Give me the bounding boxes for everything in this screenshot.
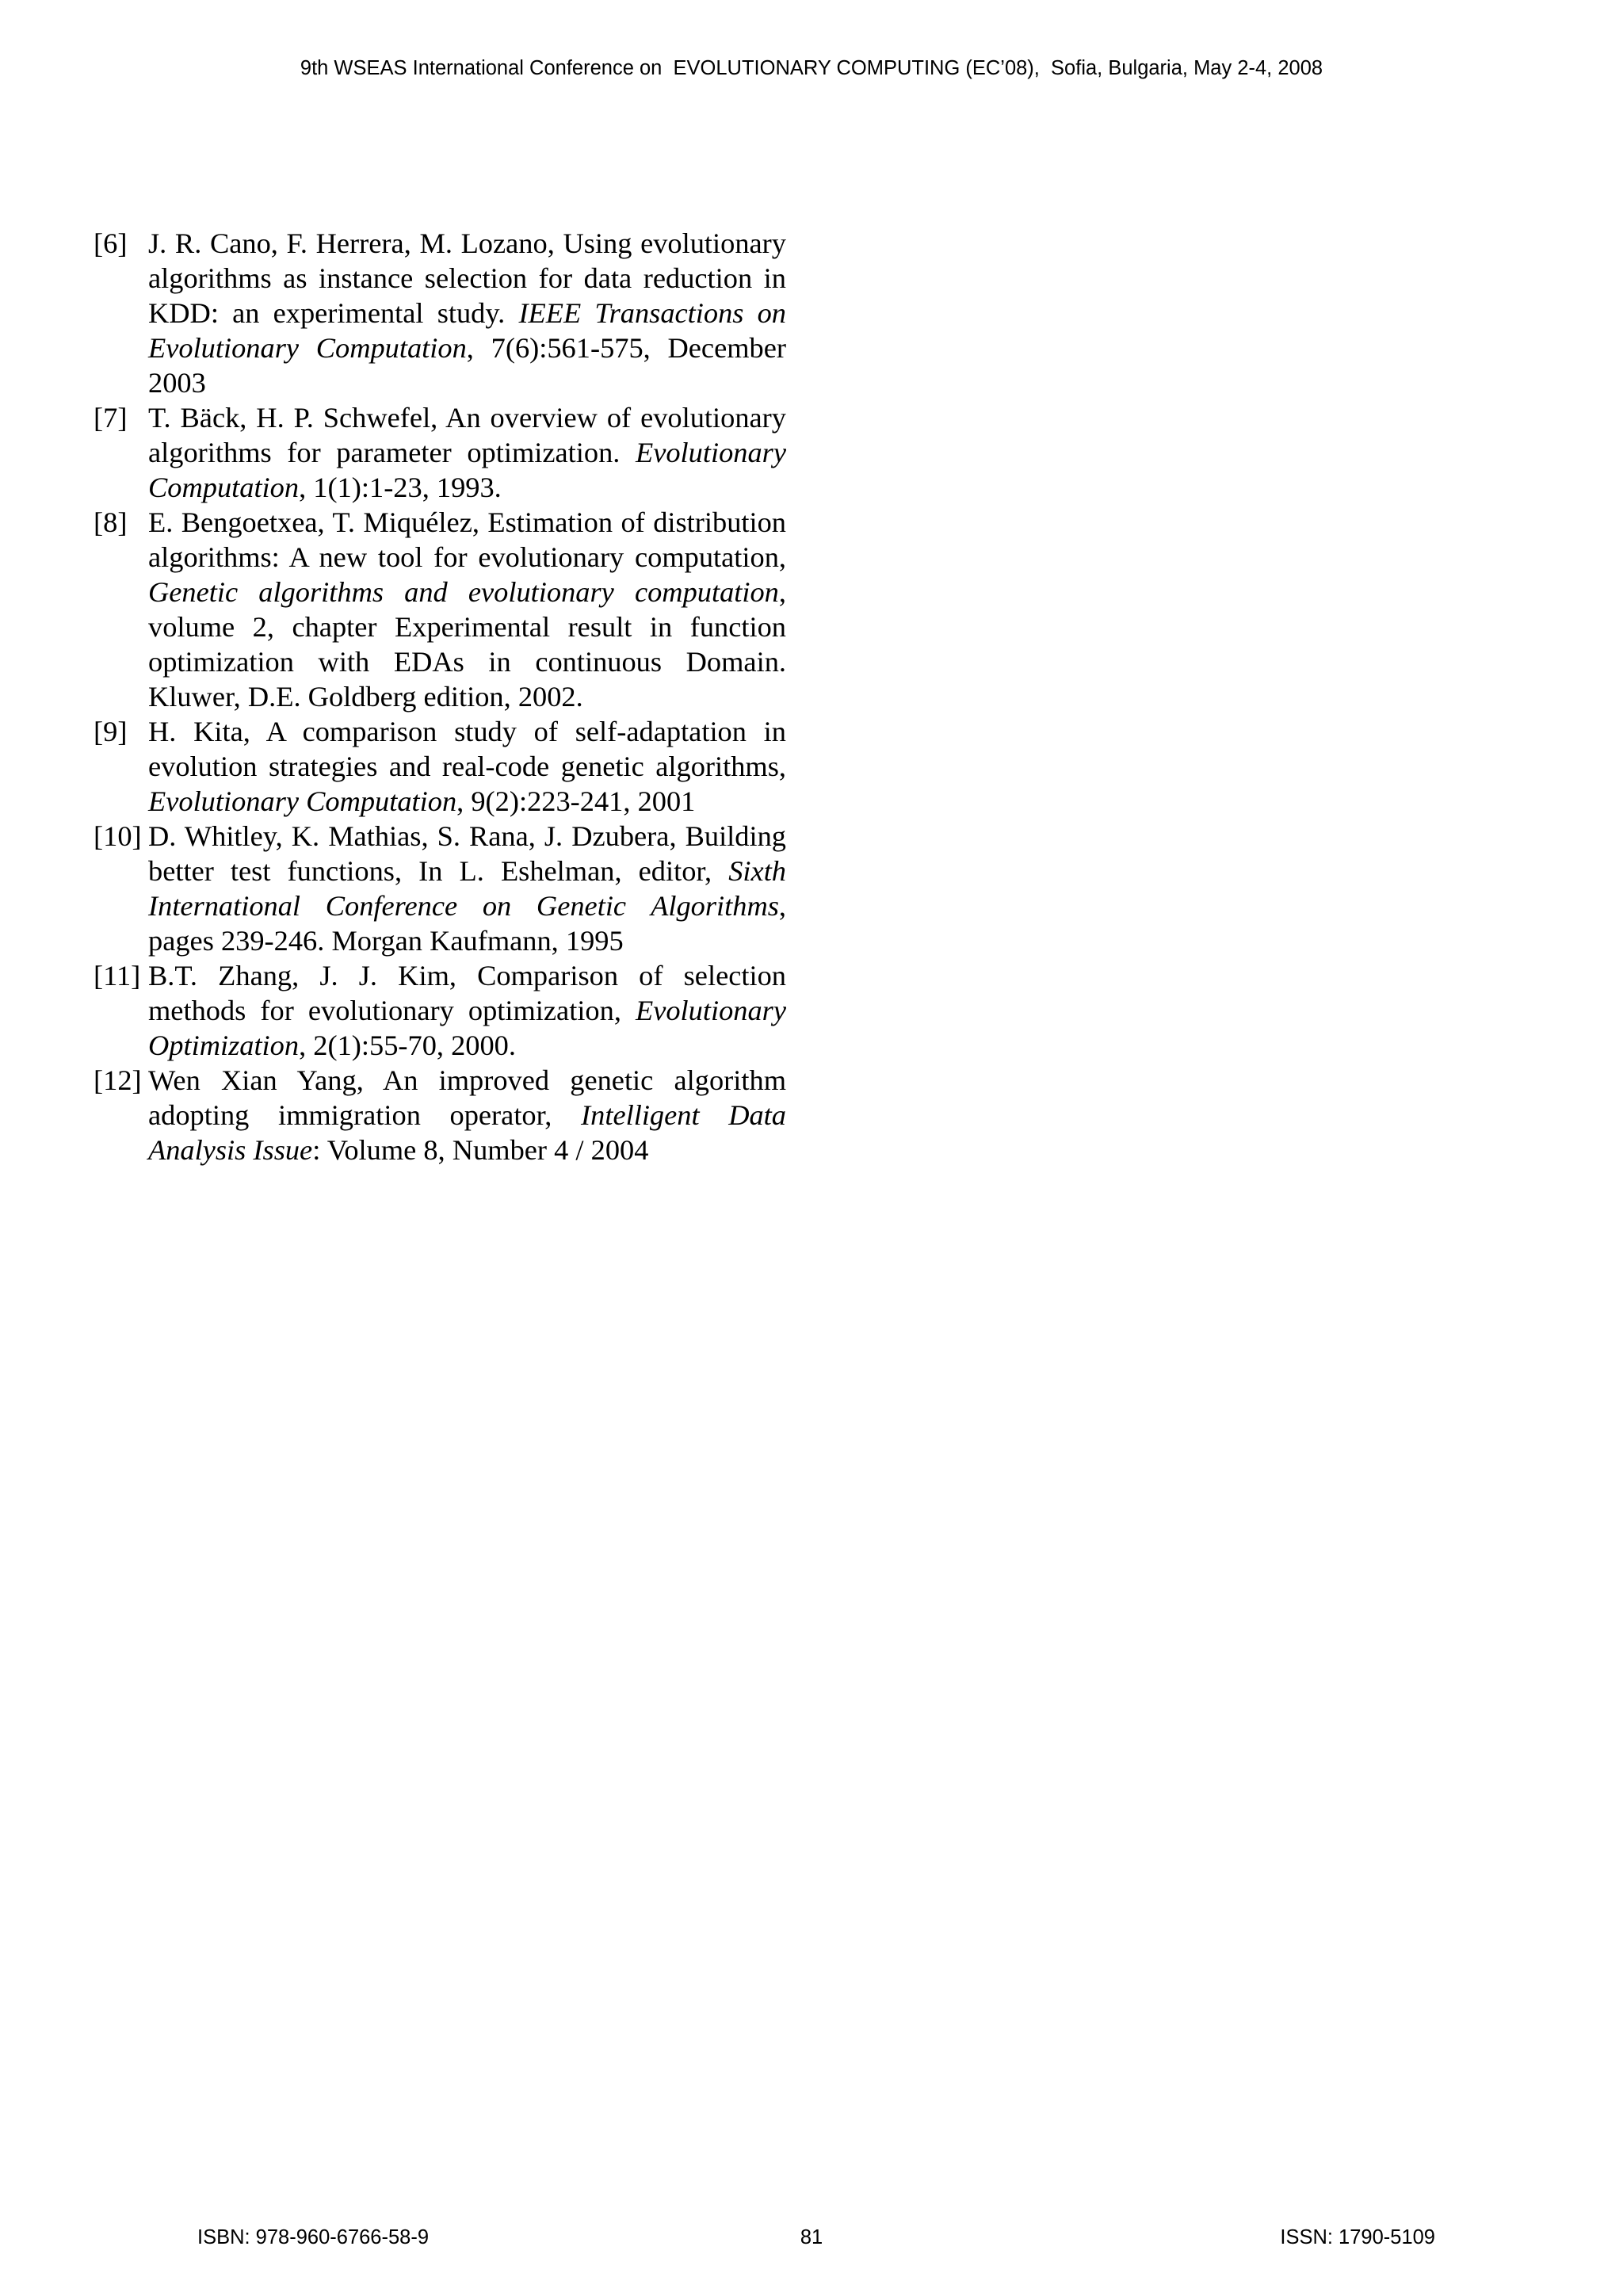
reference-item — [94, 958, 786, 1063]
reference-segment: J. R. Cano, F. Herrera, M. Lozano, Using evolutionary algorithms as instance selection for data reduction in KDD: an experimental study. — [148, 227, 786, 329]
footer-isbn: ISBN: 978-960-6766-58-9 — [197, 2226, 430, 2248]
reference-segment: , 7(6):561-575, December 2003 — [148, 332, 786, 399]
reference-segment: , 2(1):55-70, 2000. — [299, 1030, 516, 1061]
reference-item — [94, 226, 786, 400]
reference-venue: Evolutionary Optimization — [148, 995, 786, 1061]
reference-label: [12] — [94, 1064, 142, 1096]
reference-segment: T. Bäck, H. P. Schwefel, An overview of evolutionary algorithms for parameter optimization. — [148, 402, 786, 468]
reference-segment: , 9(2):223-241, 2001 — [456, 785, 696, 817]
reference-venue: Genetic algorithms and evolutionary computation — [148, 576, 779, 608]
reference-text — [148, 819, 786, 958]
reference-list — [94, 226, 786, 1167]
reference-text — [148, 958, 786, 1063]
reference-label: [11] — [94, 960, 141, 991]
reference-item — [94, 1063, 786, 1167]
reference-text — [148, 505, 786, 714]
reference-text — [148, 714, 786, 819]
reference-label: [7] — [94, 402, 128, 434]
reference-label: [10] — [94, 820, 142, 852]
running-header: 9th WSEAS International Conference on EVOLUTIONARY COMPUTING (EC’08), Sofia, Bulgaria, May 2-4, 2008 — [300, 57, 1323, 79]
reference-segment: , pages 239-246. Morgan Kaufmann, 1995 — [148, 890, 786, 957]
reference-label: [6] — [94, 227, 128, 259]
footer-page-number: 81 — [800, 2226, 823, 2248]
reference-text — [148, 226, 786, 400]
reference-venue: Evolutionary Computation — [148, 437, 786, 503]
reference-segment: D. Whitley, K. Mathias, S. Rana, J. Dzubera, Building better test functions, In L. Eshelman, editor, — [148, 820, 786, 887]
reference-venue: IEEE Transactions on Evolutionary Computation — [148, 297, 786, 364]
reference-segment: B.T. Zhang, J. J. Kim, Comparison of selection methods for evolutionary optimization, — [148, 960, 786, 1026]
reference-text — [148, 400, 786, 505]
reference-text — [148, 1063, 786, 1167]
reference-item — [94, 714, 786, 819]
reference-label: [9] — [94, 716, 128, 747]
footer-issn: ISSN: 1790-5109 — [1280, 2226, 1435, 2248]
reference-item — [94, 400, 786, 505]
reference-venue: Evolutionary Computation — [148, 785, 457, 817]
reference-venue: Intelligent Data Analysis Issue — [148, 1099, 786, 1166]
reference-venue: Sixth International Conference on Genetic Algorithms — [148, 855, 786, 922]
reference-segment: H. Kita, A comparison study of self-adaptation in evolution strategies and real-code genetic algorithms, — [148, 716, 786, 782]
reference-segment: , volume 2, chapter Experimental result in function optimization with EDAs in continuous Domain. Kluwer, D.E. Goldberg edition, 2002. — [148, 576, 786, 712]
reference-item — [94, 505, 786, 714]
reference-item — [94, 819, 786, 958]
reference-segment: Wen Xian Yang, An improved genetic algorithm adopting immigration operator, — [148, 1064, 786, 1131]
reference-segment: : Volume 8, Number 4 / 2004 — [312, 1134, 649, 1166]
reference-segment: E. Bengoetxea, T. Miquélez, Estimation of distribution algorithms: A new tool for evolutionary computation, — [148, 506, 786, 573]
reference-label: [8] — [94, 506, 128, 538]
reference-segment: , 1(1):1-23, 1993. — [299, 472, 502, 503]
